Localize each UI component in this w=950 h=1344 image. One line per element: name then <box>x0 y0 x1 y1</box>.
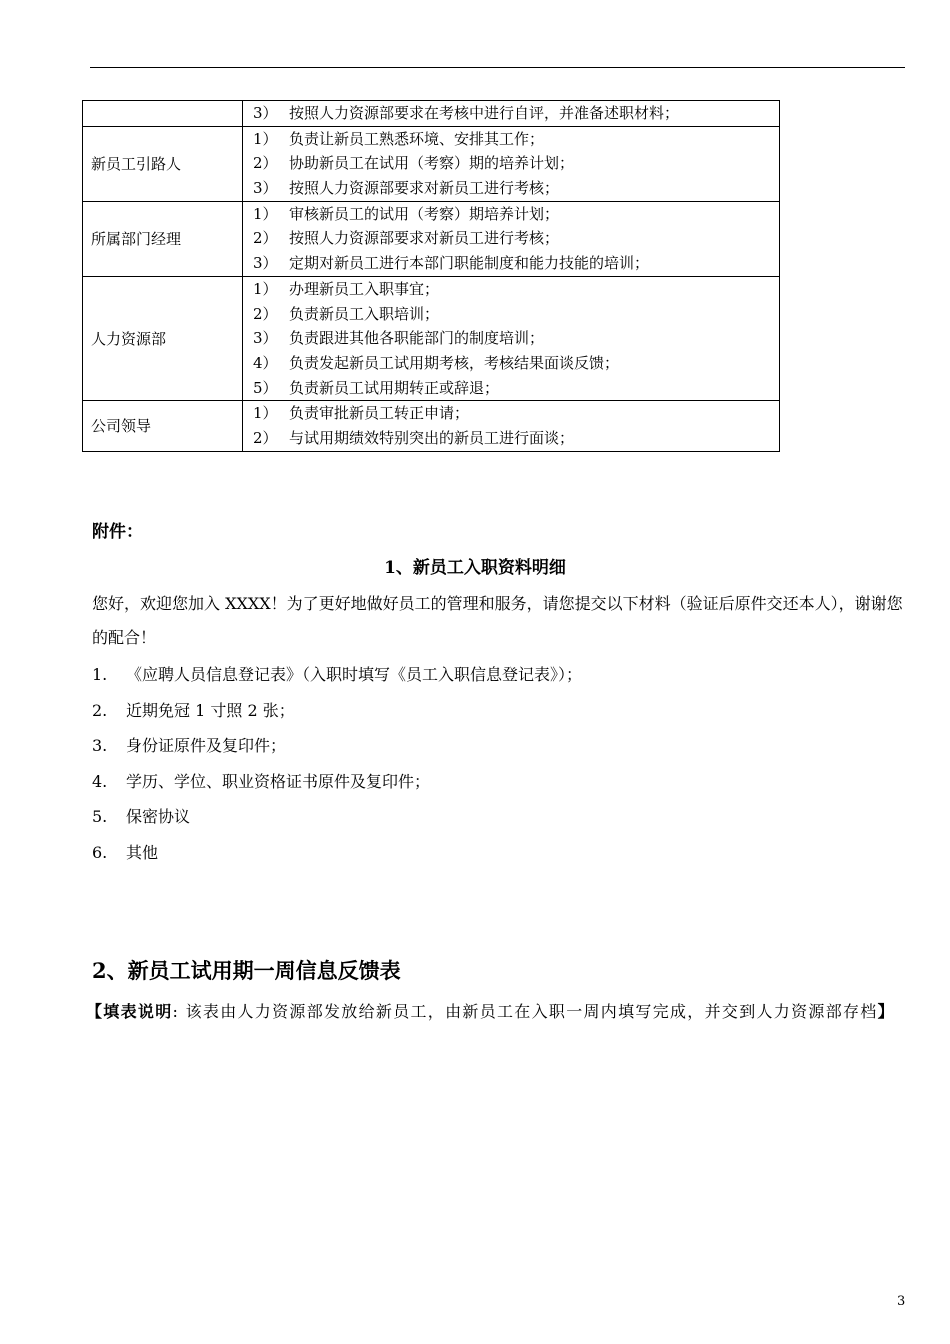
table-row <box>83 401 780 451</box>
table-row <box>83 276 780 400</box>
fill-instructions <box>86 1000 906 1024</box>
attachment-label: 附件： <box>92 522 143 542</box>
role-cell: 人力资源部 <box>83 276 243 400</box>
list-item: 2. 近期免冠 1 寸照 2 张； <box>92 700 295 720</box>
duty-item: 5） 负责新员工试用期转正或辞退； <box>253 378 500 397</box>
duty-item: 3） 按照人力资源部要求在考核中进行自评，并准备述职材料； <box>253 104 680 122</box>
duties-cell <box>243 201 780 276</box>
duty-item: 3） 定期对新员工进行本部门职能制度和能力技能的培训； <box>253 254 650 273</box>
list-item: 4. 学历、学位、职业资格证书原件及复印件； <box>92 771 431 791</box>
table-row <box>83 126 780 201</box>
duty-item: 1） 负责审批新员工转正申请； <box>253 404 470 423</box>
list-item: 5. 保密协议 <box>92 807 191 827</box>
duty-item: 2） 按照人力资源部要求对新员工进行考核； <box>253 229 560 248</box>
duty-item: 1） 审核新员工的试用（考察）期培养计划； <box>253 204 560 223</box>
section2-title: 2、新员工试用期一周信息反馈表 <box>92 958 401 983</box>
section1-title: 1、新员工入职资料明细 <box>384 558 566 578</box>
duty-item: 4） 负责发起新员工试用期考核，考核结果面谈反馈； <box>253 353 620 372</box>
list-item: 3. 身份证原件及复印件； <box>92 736 287 756</box>
role-cell: 所属部门经理 <box>83 201 243 276</box>
fill-instructions-text: : 该表由人力资源部发放给新员工，由新员工在入职一周内填写完成，并交到人力资源部存档 <box>172 1002 878 1021</box>
duties-cell <box>243 126 780 201</box>
duty-item: 2） 与试用期绩效特别突出的新员工进行面谈； <box>253 428 575 447</box>
duties-cell <box>243 401 780 451</box>
list-item: 6. 其他 <box>92 842 159 862</box>
role-cell: 公司领导 <box>83 401 243 451</box>
role-cell <box>83 101 243 127</box>
fill-instructions-close: 】 <box>877 1002 895 1021</box>
materials-list <box>92 657 907 871</box>
role-cell: 新员工引路人 <box>83 126 243 201</box>
duties-cell <box>243 276 780 400</box>
duty-item: 3） 负责跟进其他各职能部门的制度培训； <box>253 329 545 348</box>
table-row <box>83 201 780 276</box>
duty-item: 3） 按照人力资源部要求对新员工进行考核； <box>253 179 560 198</box>
duty-item: 1） 负责让新员工熟悉环境、安排其工作； <box>253 129 545 148</box>
header-rule <box>90 67 905 68</box>
duty-item: 1） 办理新员工入职事宜； <box>253 279 440 298</box>
list-item: 1. 《应聘人员信息登记表》（入职时填写《员工入职信息登记表》）； <box>92 665 583 684</box>
duty-item: 2） 协助新员工在试用（考察）期的培养计划； <box>253 154 575 173</box>
page-number: 3 <box>897 1294 906 1309</box>
duties-cell <box>243 101 780 127</box>
fill-instructions-label: 【填表说明 <box>86 1002 173 1021</box>
section1-intro: 您好，欢迎您加入 XXXX！为了更好地做好员工的管理和服务，请您提交以下材料（验证后原件交还本人），谢谢您的配合！ <box>92 594 903 647</box>
table-row <box>83 101 780 127</box>
duty-item: 2） 负责新员工入职培训； <box>253 304 440 323</box>
responsibility-table <box>82 100 780 452</box>
